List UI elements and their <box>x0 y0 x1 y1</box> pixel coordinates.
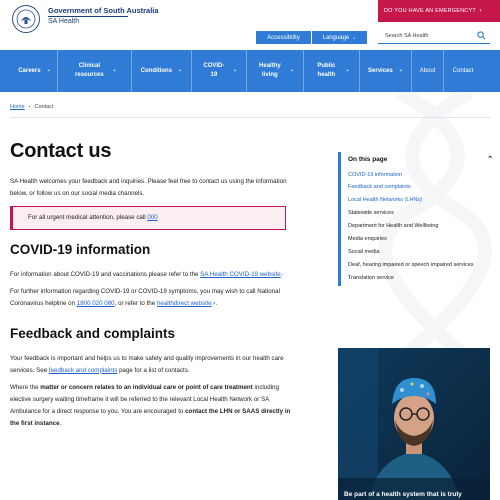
nav-label: Careers <box>18 67 41 74</box>
language-button[interactable] <box>312 31 367 44</box>
sa-health-title[interactable]: SA Health <box>48 18 80 25</box>
emergency-button[interactable] <box>378 0 500 22</box>
nav-item-covid-19[interactable] <box>192 50 247 92</box>
chevron-right-icon: › <box>479 8 482 14</box>
covid-heading: COVID-19 information <box>10 241 151 257</box>
chevron-up-icon: ⌃ <box>487 156 493 163</box>
covid-paragraph-1 <box>10 269 292 281</box>
search-input[interactable] <box>378 28 490 44</box>
title-divider <box>48 16 128 17</box>
text: , or refer to the <box>114 300 156 308</box>
chevron-down-icon: ⌄ <box>178 67 183 74</box>
text: Your feedback is important and helps us to make safety and quality improvements in our health care services. See <box>10 354 284 374</box>
nav-label: Public health <box>317 63 336 78</box>
nav-item-services[interactable] <box>360 50 412 92</box>
text: . <box>280 270 283 278</box>
nav-item-public-health[interactable] <box>304 50 360 92</box>
chevron-down-icon: ⌄ <box>46 67 51 74</box>
otp-link-feedback[interactable]: Feedback and complaints <box>348 184 411 191</box>
nav-item-careers[interactable] <box>12 50 58 92</box>
crest-icon <box>15 8 37 30</box>
chevron-down-icon: ⌄ <box>345 67 350 74</box>
chevron-down-icon: ⌄ <box>289 67 295 74</box>
otp-link-covid[interactable]: COVID-19 information <box>348 171 403 178</box>
search-icon[interactable] <box>477 31 486 40</box>
feedback-complaints-link[interactable]: feedback and complaints <box>48 366 118 374</box>
careers-promo-card[interactable] <box>338 348 490 500</box>
text: Where the <box>10 384 39 392</box>
nav-label: Healthy living <box>259 63 281 78</box>
nav-item-contact[interactable] <box>444 50 482 92</box>
nav-label: Clinical resources <box>75 63 104 78</box>
on-this-page-toggle[interactable] <box>348 152 493 166</box>
nav-item-conditions[interactable] <box>132 50 192 92</box>
site-header <box>0 0 500 50</box>
breadcrumb-separator: › <box>28 104 31 110</box>
text: . <box>215 300 218 308</box>
emergency-label: DO YOU HAVE AN EMERGENCY? <box>384 8 476 14</box>
text: For further information regarding COVID-19 or COVID-19 symptoms, you may wish to call National Coronavirus helpline on <box>10 288 280 308</box>
surgeon-photo <box>338 348 490 500</box>
main-content <box>10 140 292 436</box>
language-label: Language <box>322 34 350 41</box>
on-this-page-heading: On this page <box>348 155 388 163</box>
covid-paragraph-2 <box>10 286 292 310</box>
search-placeholder: Search SA Health <box>385 32 429 39</box>
chevron-down-icon: ⌄ <box>112 67 117 74</box>
nav-label: About <box>419 67 436 74</box>
nav-label: Conditions <box>140 67 173 74</box>
accessibility-label: Accessibility <box>267 34 300 41</box>
breadcrumb <box>10 104 53 110</box>
alert-text: For all urgent medical attention, please call <box>28 214 146 222</box>
chevron-down-icon: ⌄ <box>398 67 403 74</box>
breadcrumb-divider <box>10 117 490 118</box>
bold-text: contact the LHN or SAAS directly in the first instance <box>10 408 291 427</box>
breadcrumb-home-link[interactable]: Home <box>10 104 25 110</box>
chevron-down-icon: ⌄ <box>232 67 238 74</box>
text: page for a list of contacts. <box>119 366 190 374</box>
otp-link-social[interactable]: Social media <box>348 249 380 256</box>
nav-label: Services <box>368 67 393 74</box>
breadcrumb-current: Contact <box>34 104 54 110</box>
nav-label: Contact <box>452 67 474 74</box>
page-title: Contact us <box>10 140 112 162</box>
feedback-heading: Feedback and complaints <box>10 325 176 341</box>
on-this-page-panel <box>338 152 493 286</box>
feedback-paragraph-1 <box>10 353 292 377</box>
chevron-down-icon: ⌄ <box>352 34 357 41</box>
otp-link-media[interactable]: Media enquiries <box>348 236 387 243</box>
text: including elective surgery waiting timeframe it will be referred to the relevant Local Health Network or SA Ambulance for a direct response to you. You are encouraged to <box>10 384 279 416</box>
external-link-icon: ↗ <box>211 301 216 308</box>
urgent-alert <box>10 206 286 230</box>
nav-label: COVID-19 <box>203 63 225 78</box>
nav-item-clinical-resources[interactable] <box>58 50 132 92</box>
healthdirect-link[interactable]: healthdirect website <box>156 300 212 308</box>
otp-link-lhns[interactable]: Local Health Networks (LHNs) <box>348 197 422 204</box>
main-nav <box>0 50 500 92</box>
feedback-paragraph-2 <box>10 382 292 429</box>
gov-sa-crest-logo[interactable] <box>12 5 40 33</box>
nav-item-about[interactable] <box>412 50 444 92</box>
promo-caption: Be part of a health system that is truly <box>344 491 462 498</box>
text: . <box>59 419 62 427</box>
otp-link-translation[interactable]: Translation service <box>348 275 394 282</box>
otp-link-department[interactable]: Department for Health and Wellbeing <box>348 223 439 230</box>
nav-item-healthy-living[interactable] <box>247 50 304 92</box>
otp-link-deaf-services[interactable]: Deaf, hearing impaired or speech impaired services <box>348 262 474 269</box>
coronavirus-helpline-link[interactable]: 1800 020 080 <box>76 300 115 308</box>
emergency-number-link[interactable]: 000 <box>147 214 158 222</box>
bold-text: matter or concern relates to an individual care or point of care treatment <box>40 384 253 392</box>
intro-paragraph: SA Health welcomes your feedback and inquiries. Please feel free to contact us using the information below, or follow us on our social media channels. <box>10 178 287 197</box>
otp-link-statewide[interactable]: Statewide services <box>348 210 394 217</box>
accessibility-button[interactable] <box>256 31 312 44</box>
text: For information about COVID-19 and vaccinations please refer to the <box>10 270 199 278</box>
gov-title[interactable]: Government of South Australia <box>48 6 159 15</box>
sa-health-covid-link[interactable]: SA Health COVID-19 website <box>200 270 281 278</box>
